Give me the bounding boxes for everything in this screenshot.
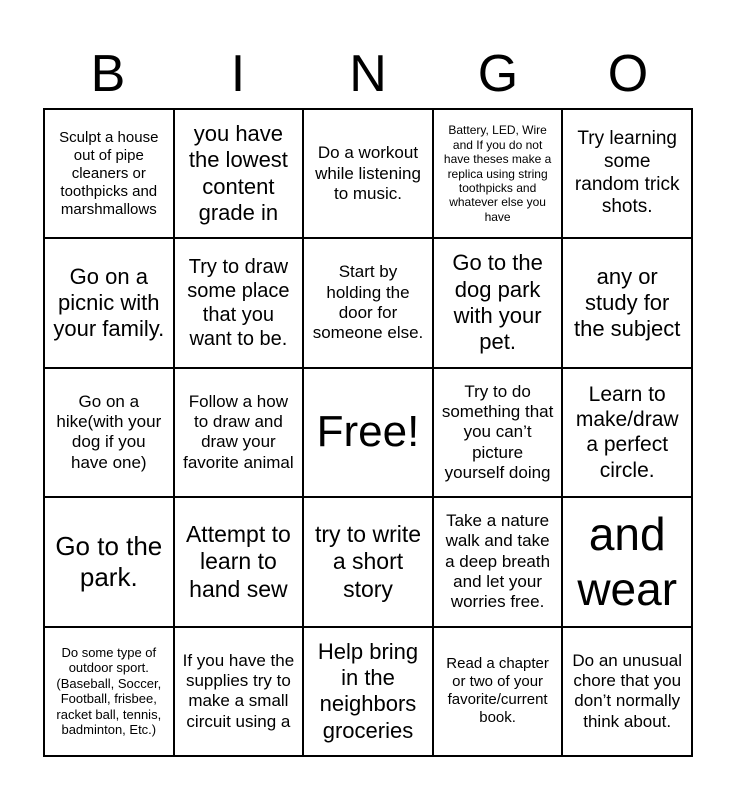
bingo-cell[interactable] [44,627,174,756]
bingo-cell[interactable] [562,368,692,497]
bingo-cell[interactable] [303,627,433,756]
bingo-cell[interactable] [44,497,174,626]
bingo-cell[interactable] [174,497,304,626]
cell-text: Go to the dog park with your pet. [452,250,543,355]
cell-text: Try to do something that you can’t picture yourself doing [441,381,554,483]
bingo-cell[interactable] [433,238,563,367]
cell-text: Battery, LED, Wire and If you do not have theses make a replica using string toothpicks and whatever else you have [443,123,552,224]
cell-text: If you have the supplies try to make a small circuit using a [182,650,295,731]
bingo-cell[interactable] [44,238,174,367]
bingo-cell[interactable] [174,238,304,367]
cell-text: you have the lowest content grade in [188,120,288,226]
cell-text: Do some type of outdoor sport. (Baseball, Soccer, Football, frisbee, racket ball, tennis, badminton, Etc.) [56,644,162,738]
bingo-cell[interactable] [303,497,433,626]
cell-text: Sculpt a house out of pipe cleaners or toothpicks and marshmallows [59,128,159,218]
cell-text: try to write a short story [314,520,422,602]
cell-text: Read a chapter or two of your favorite/current book. [446,655,549,727]
bingo-cell[interactable] [562,238,692,367]
bingo-cell[interactable] [562,497,692,626]
cell-text: Follow a how to draw and draw your favorite animal [183,391,294,472]
cell-text: Learn to make/draw a perfect circle. [575,383,679,482]
cell-text: any or study for the subject [573,263,681,342]
bingo-cell[interactable] [303,109,433,238]
bingo-cell[interactable] [44,109,174,238]
cell-text: Try learning some random trick shots. [574,128,680,218]
bingo-cell[interactable] [433,368,563,497]
cell-text: Take a nature walk and take a deep breath and let your worries free. [445,510,551,612]
cell-text: Help bring in the neighbors groceries [317,638,419,743]
bingo-board [43,108,693,757]
free-space-text: Free! [316,407,420,457]
bingo-cell[interactable] [174,109,304,238]
header-letter-g: G [477,45,519,103]
bingo-cell[interactable] [433,497,563,626]
header-letter-b: B [90,45,126,103]
cell-text: Go on a picnic with your family. [53,263,165,342]
bingo-header [43,40,693,108]
free-space-cell[interactable] [303,368,433,497]
header-letter-i: I [230,45,246,103]
cell-text: Do an unusual chore that you don’t normally think about. [572,650,683,731]
bingo-cell[interactable] [174,627,304,756]
cell-text: Start by holding the door for someone else. [312,262,424,343]
cell-text: Do a workout while listening to music. [315,143,421,203]
bingo-cell[interactable] [303,238,433,367]
header-letter-o: O [607,45,649,103]
bingo-cell[interactable] [562,109,692,238]
bingo-cell[interactable] [562,627,692,756]
cell-text: Attempt to learn to hand sew [185,520,291,602]
bingo-cell[interactable] [174,368,304,497]
bingo-cell[interactable] [44,368,174,497]
bingo-cell[interactable] [433,627,563,756]
bingo-cell[interactable] [433,109,563,238]
cell-text: Try to draw some place that you want to be. [187,256,290,351]
cell-text: and wear [577,507,678,615]
cell-text: Go to the park. [55,530,163,592]
cell-text: Go on a hike(with your dog if you have one) [56,391,162,472]
header-letter-n: N [349,45,387,103]
